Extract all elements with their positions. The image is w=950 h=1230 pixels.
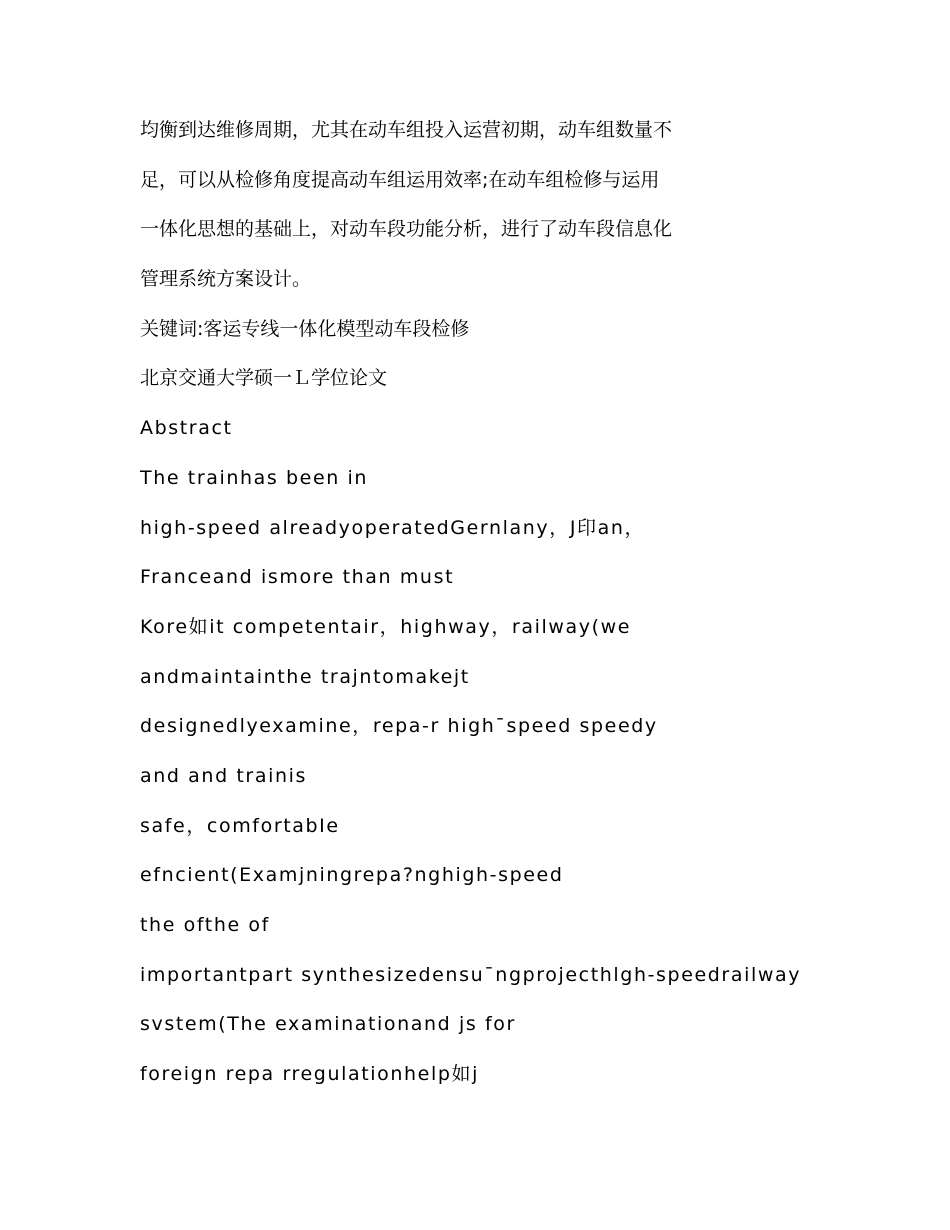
text-line: Kore如it competentair，highway，railway(we: [140, 615, 632, 638]
text-line: 均衡到达维修周期，尤其在动车组投入运营初期，动车组数量不: [140, 119, 673, 141]
text-line: high-speed alreadyoperatedGernlany，J印an，: [140, 516, 646, 539]
text-line: and and trainis: [140, 764, 307, 787]
keywords-line: 关键词:客运专线一体化模型动车段检修: [140, 317, 470, 340]
text-line: efncient(Examjningrepa?nghigh-speed: [140, 864, 564, 887]
text-line: foreign repa rregulationhelp如j: [140, 1063, 479, 1086]
text-line: andmaintainthe trajntomakejt: [140, 665, 470, 688]
text-line: safe，comfortabIe: [140, 814, 340, 837]
text-line: the ofthe of: [140, 914, 270, 936]
text-line: 足，可以从检修角度提高动车组运用效率;在动车组检修与运用: [140, 168, 660, 191]
abstract-heading: Abstract: [140, 417, 233, 440]
document-text-body: [140, 106, 920, 1100]
text-line: svstem(The examinationand js for: [140, 1013, 516, 1036]
text-line: 管理系统方案设计。: [140, 268, 312, 291]
text-line: The trainhas been in: [140, 466, 369, 489]
text-line: 一体化思想的基础上，对动车段功能分析，进行了动车段信息化: [140, 218, 673, 241]
text-line: designedlyexamine，repa-r high¯speed speedy: [140, 715, 658, 738]
thesis-header-line: 北京交通大学硕一Ｌ学位论文: [140, 367, 388, 390]
text-line: Franceand ismore than must: [140, 566, 455, 589]
text-line: importantpart synthesizedensu¯ngprojecthlgh-speedrailway: [140, 963, 802, 986]
